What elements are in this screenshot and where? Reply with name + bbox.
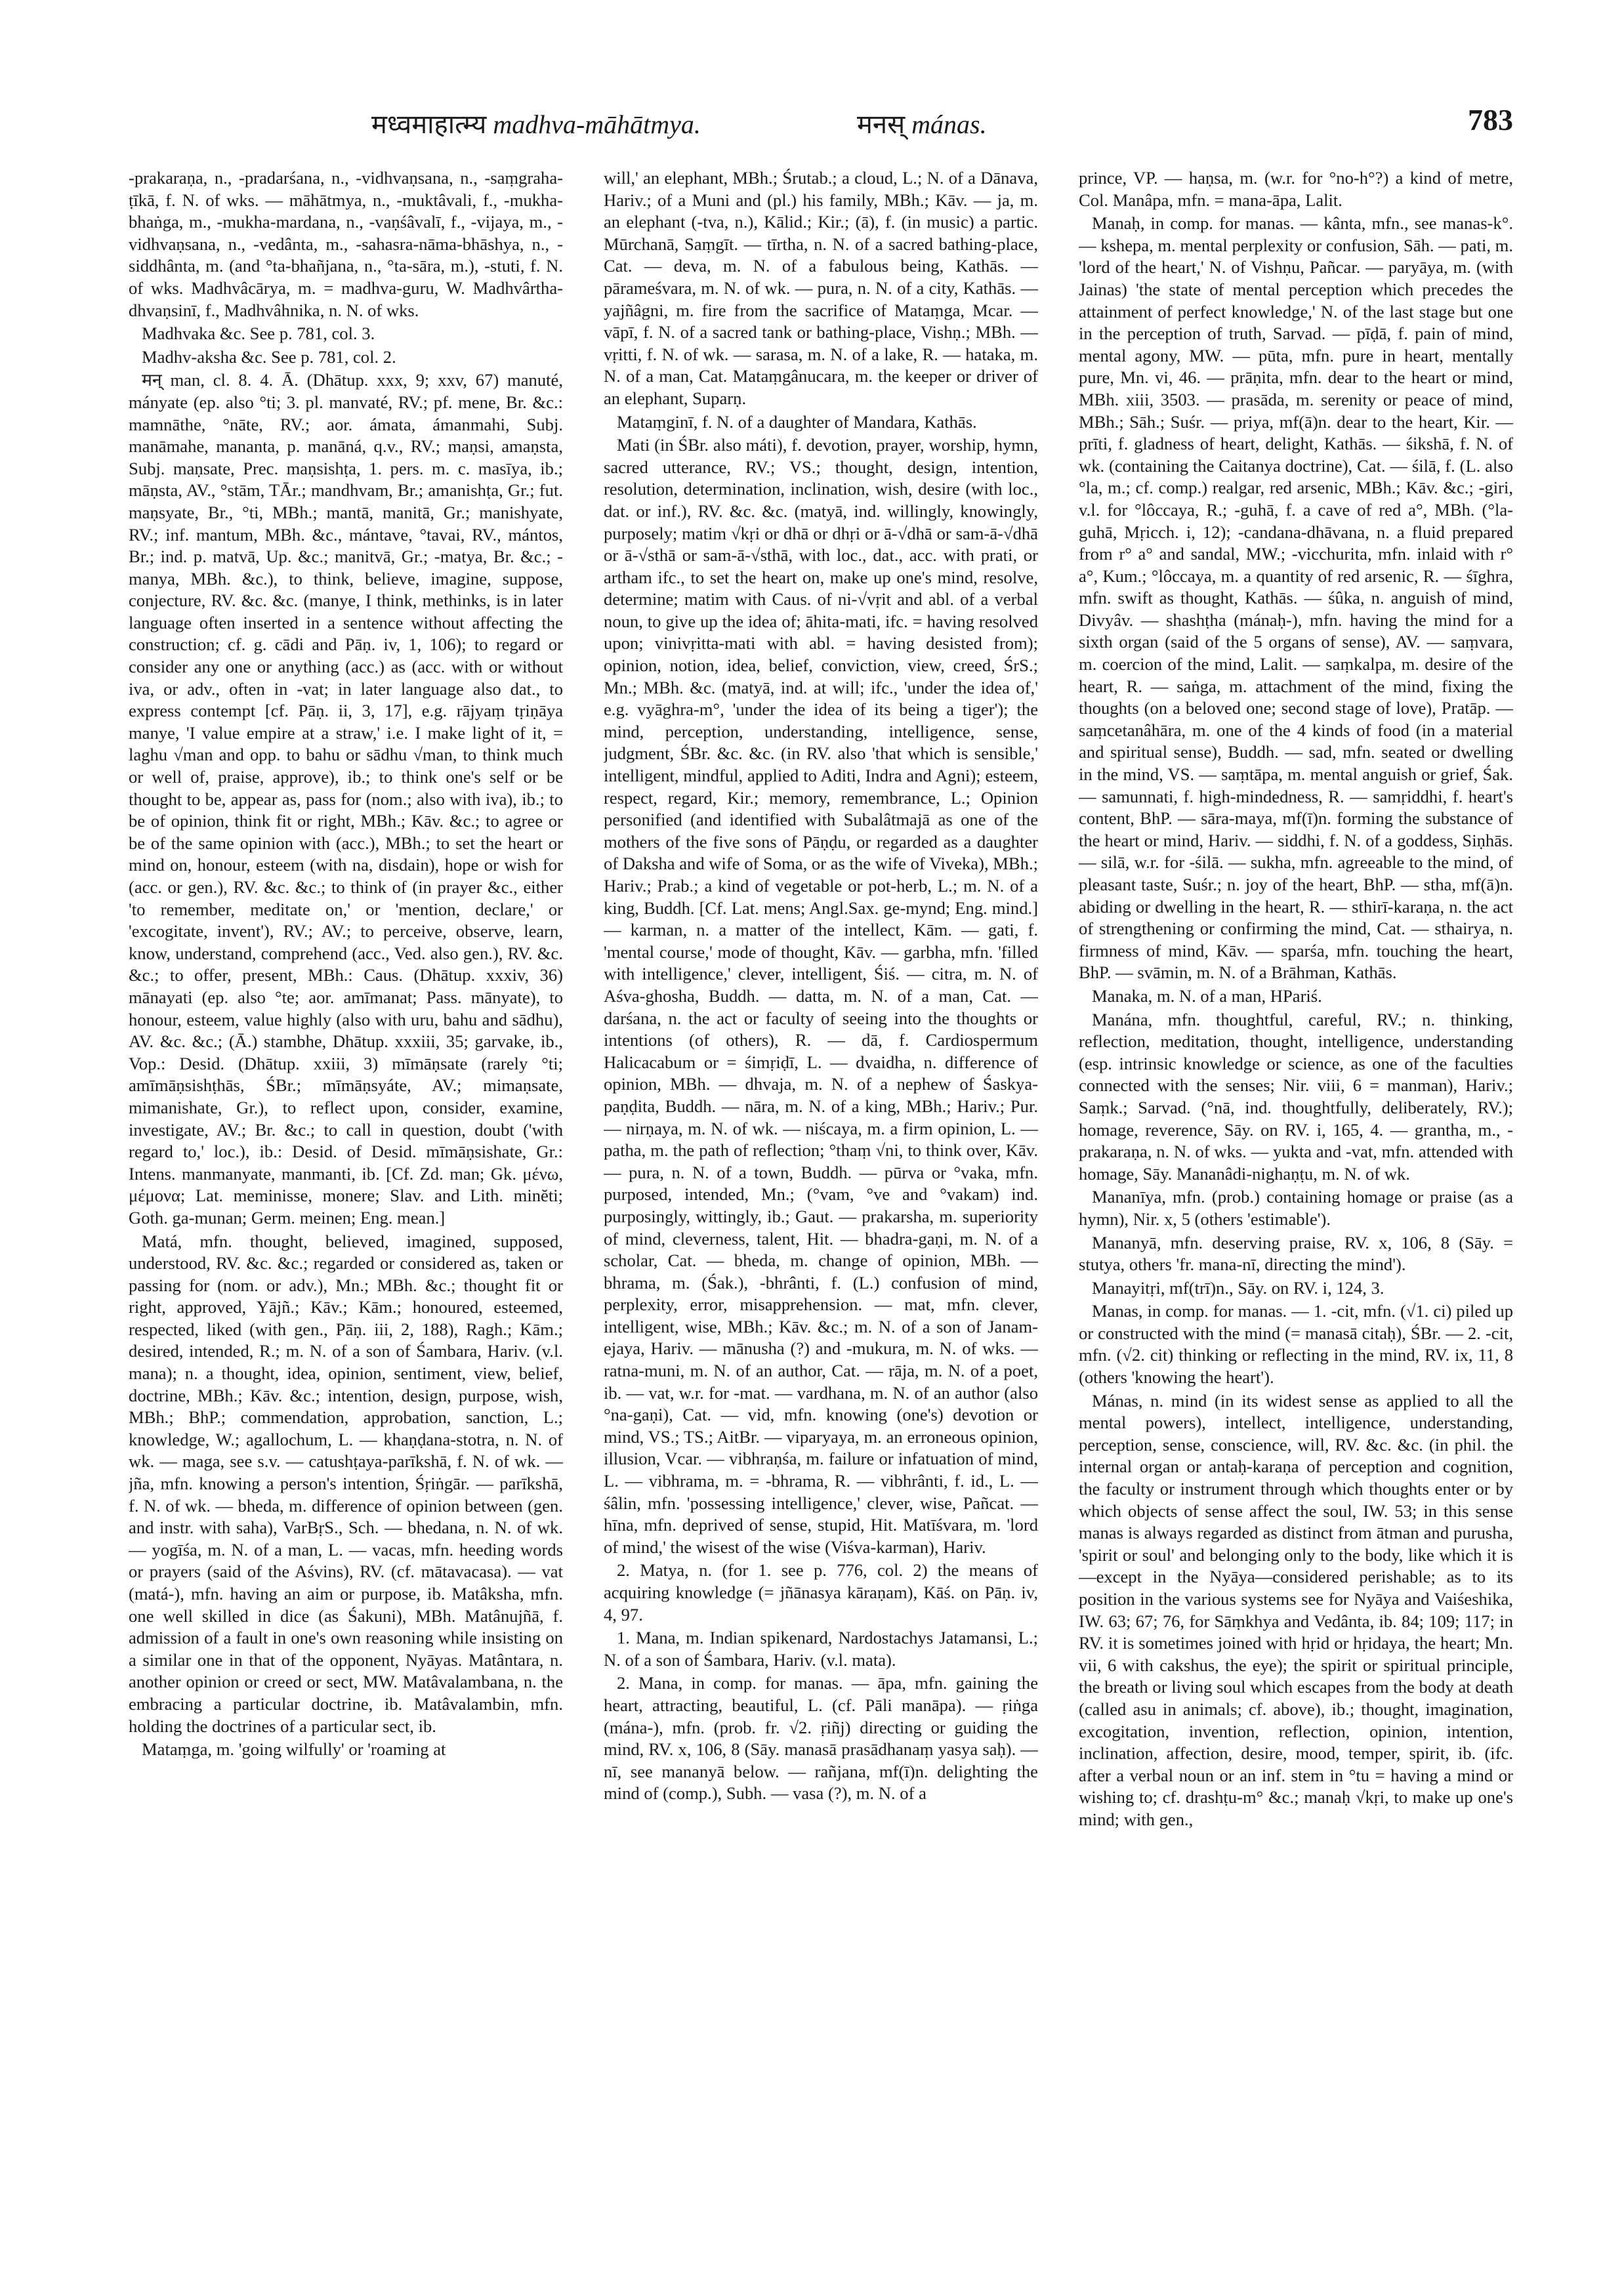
page-header	[129, 105, 1513, 151]
entry-paragraph: 2. Matya, n. (for 1. see p. 776, col. 2) the means of acquiring knowledge (= jñānasya kāraṇam), Kāś. on Pāṇ. iv, 4, 97.	[604, 1560, 1038, 1624]
header-left-roman: madhva-māhātmya.	[493, 110, 701, 139]
column-1	[129, 167, 563, 2254]
entry-paragraph: Mataṃga, m. 'going wilfully' or 'roaming at	[142, 1739, 446, 1760]
header-center-entry	[857, 105, 987, 141]
entry-paragraph: prince, VP. — haṇsa, m. (w.r. for °no-h°?) a kind of metre, Col. Manâpa, mfn. = mana-āpa, Lalit.	[1079, 168, 1513, 210]
header-center-roman: mánas.	[911, 110, 987, 139]
dictionary-columns	[129, 167, 1513, 2254]
page-number: 783	[1468, 103, 1513, 136]
entry-paragraph: -prakaraṇa, n., -pradarśana, n., -vidhvaṇsana, n., -saṃgraha-ṭīkā, f. N. of wks. — māhātmya, n., -muktâvali, f., -mukha-bhaṅga, m., -mukha-mardana, n., -vaṇśâvalī, f., -vijaya, m., -vidhvaṇsana, n., -vedânta, m., -sahasra-nāma-bhāshya, n., -siddhânta, m. (and °ta-bhañjana, n., °ta-sāra, m.), -stuti, f. N. of wks. Madhvâcārya, m. = madhva-guru, W. Madhvârtha-dhvaṇsinī, f., Madhvâhnika, n. N. of wks.	[129, 168, 563, 320]
header-left-entry	[371, 105, 701, 141]
header-left-devanagari: मध्वमाहात्म्य	[371, 110, 487, 139]
entry-paragraph: Manas, in comp. for manas. — 1. -cit, mfn. (√1. ci) piled up or constructed with the mind (= manasā citaḥ), ŚBr. — 2. -cit, mfn. (√2. cit) thinking or reflecting in the mind, RV. ix, 11, 8 (others 'knowing the heart').	[1079, 1301, 1513, 1388]
header-center-devanagari: मनस्	[857, 110, 906, 139]
entry-paragraph: Mánas, n. mind (in its widest sense as applied to all the mental powers), intellect, intelligence, understanding, perception, sense, conscience, will, RV. &c. &c. (in phil. the internal organ or antaḥ-karaṇa of perception and cognition, the faculty or instrument through which thoughts enter or by which objects of sense affect the soul, IW. 53; in this sense manas is always regarded as distinct from ātman and purusha, 'spirit or soul' and belonging only to the body, like which it is—except in the Nyāya—considered perishable; as to its position in the various systems see for Nyāya and Vaiśeshika, IW. 63; 67; 76, for Sāṃkhya and Vedânta, ib. 84; 109; 117; in RV. it is sometimes joined with hṛid or hṛidaya, the heart; Mn. vii, 6 with cakshus, the eye); the spirit or spiritual principle, the breath or living soul which escapes from the body at death (called asu in animals; cf. above), ib.; thought, imagination, excogitation, invention, reflection, opinion, intention, inclination, affection, desire, mood, temper, spirit, ib. (ifc. after a verbal noun or an inf. stem in °tu = having a mind or wishing to; cf. drashṭu-m° &c.; manaḥ √kṛi, to make up one's mind; with gen.,	[1079, 1390, 1513, 1829]
entry-paragraph: Manayitṛi, mf(trī)n., Sāy. on RV. i, 124, 3.	[1092, 1277, 1385, 1298]
entry-paragraph: Madhv-aksha &c. See p. 781, col. 2.	[142, 346, 396, 367]
entry-paragraph: Madhvaka &c. See p. 781, col. 3.	[142, 323, 375, 344]
entry-paragraph: 2. Mana, in comp. for manas. — āpa, mfn. gaining the heart, attracting, beautiful, L. (cf. Pāli manāpa). — ṛiṅga (mána-), mfn. (prob. fr. √2. ṛiñj) directing or guiding the mind, RV. x, 106, 8 (Sāy. manasā prasādhanaṃ yasya saḥ). — nī, see mananyā below. — rañjana, mf(ī)n. delighting the mind of (comp.), Subh. — vasa (?), m. N. of a	[604, 1673, 1038, 1804]
column-2	[604, 167, 1038, 2254]
entry-paragraph: Mananyā, mfn. deserving praise, RV. x, 106, 8 (Sāy. = stutya, others 'fr. mana-nī, directing the mind').	[1079, 1232, 1513, 1275]
entry-paragraph: Manaḥ, in comp. for manas. — kânta, mfn., see manas-k°. — kshepa, m. mental perplexity or confusion, Sāh. — pati, m. 'lord of the heart,' N. of Vishṇu, Pañcar. — paryāya, m. (with Jainas) 'the state of mental perception which precedes the attainment of perfect knowledge,' N. of the last stage but one in the perception of truth, Sarvad. — pīḍā, f. pain of mind, mental agony, MW. — pūta, mfn. pure in heart, mentally pure, Mn. vi, 46. — prāṇita, mfn. dear to the heart or mind, MBh. xiii, 3503. — prasāda, m. serenity or peace of mind, MBh.; Sāh.; Suśr. — priya, mf(ā)n. dear to the heart, Kir. — prīti, f. gladness of heart, delight, Kathās. — śikshā, f. N. of wk. (containing the Caitanya doctrine), Cat. — śilā, f. (L. also °la, m.; cf. comp.) realgar, red arsenic, MBh.; Kāv. &c.; -giri, v.l. for °lôccaya, R.; -guhā, f. a cave of red a°, MBh. (°la-guhā, Mṛicch. i, 12); -candana-dhāvana, n. a fluid prepared from r° a° and sandal, MW.; -vicchurita, mfn. inlaid with r° a°, Kum.; °lôccaya, m. a quantity of red arsenic, R. — śīghra, mfn. swift as thought, Kathās. — śûka, n. anguish of mind, Divyâv. — shashṭha (mánaḥ-), mfn. having the mind for a sixth organ (said of the 5 organs of sense), AV. — saṃvara, m. coercion of the mind, Lalit. — saṃkalpa, m. desire of the heart, R. — saṅga, m. attachment of the mind, fixing the thoughts (on a beloved one; second stage of love), Pratāp. — saṃcetanâhāra, m. one of the 4 kinds of food (in a material and spiritual sense), Buddh. — sad, mfn. seated or dwelling in the mind, VS. — saṃtāpa, m. mental anguish or grief, Śak. — samunnati, f. high-mindedness, R. — samṛiddhi, f. heart's content, BhP. — sāra-maya, mf(ī)n. forming the substance of the heart or mind, Hariv. — siddhi, f. N. of a goddess, Siṇhās. — silā, w.r. for -śilā. — sukha, mfn. agreeable to the mind, of pleasant taste, Suśr.; n. joy of the heart, BhP. — stha, mf(ā)n. abiding or dwelling in the heart, R. — sthirī-karaṇa, n. the act of strengthening or confirming the mind, Cat. — sthairya, n. firmness of mind, Kāv. — sparśa, mfn. touching the heart, BhP. — svāmin, m. N. of a Brāhman, Kathās.	[1079, 213, 1513, 983]
entry-paragraph: मन् man, cl. 8. 4. Ā. (Dhātup. xxx, 9; xxv, 67) manuté, mányate (ep. also °ti; 3. pl. manvaté, RV.; pf. mene, Br. &c.: mamnāthe, °nāte, RV.; aor. ámata, ámanmahi, Subj. manāmahe, mananta, p. manāná, q.v., RV.; maṇsi, amaṇsta, Subj. maṇsate, Prec. maṇsishṭa, 1. pers. m. c. masīya, ib.; māṇsta, AV., °stām, TĀr.; mandhvam, Br.; amanishṭa, Gr.; fut. maṇsyate, Br., °ti, MBh.; mantā, manitā, Gr.; manishyate, RV.; inf. mantum, MBh. &c., mántave, °tavai, RV., mántos, Br.; ind. p. matvā, Up. &c.; manitvā, Gr.; -matya, Br. &c.; -manya, MBh. &c.), to think, believe, imagine, suppose, conjecture, RV. &c. &c. (manye, I think, methinks, is in later language often inserted in a sentence without affecting the construction; cf. g. cādi and Pāṇ. iv, 1, 106); to regard or consider any one or anything (acc.) as (acc. with or without iva, or adv., often in -vat; in later language also dat., to express contempt [cf. Pāṇ. ii, 3, 17], e.g. rājyaṃ tṛiṇāya manye, 'I value empire at a straw,' i.e. I make light of it, = laghu √man and opp. to bahu or sādhu √man, to think much or well of, praise, approve), ib.; to think one's self or be thought to be, appear as, pass for (nom.; also with iva), ib.; to be of opinion, think fit or right, MBh.; Kāv. &c.; to agree or be of the same opinion with (acc.), MBh.; to set the heart or mind on, honour, esteem (with na, disdain), hope or wish for (acc. or gen.), RV. &c. &c.; to think of (in prayer &c., either 'to remember, meditate on,' or 'mention, declare,' or 'excogitate, invent'), RV.; AV.; to perceive, observe, learn, know, understand, comprehend (acc., Ved. also gen.), RV. &c. &c.; to offer, present, MBh.: Caus. (Dhātup. xxxiv, 36) mānayati (ep. also °te; aor. amīmanat; Pass. mānyate), to honour, esteem, value highly (also with uru, bahu and sādhu), AV. &c. &c.; (Ā.) stambhe, Dhātup. xxxiii, 35; garvake, ib., Vop.: Desid. (Dhātup. xxiii, 3) mīmāṇsate (rarely °ti; amīmāṇsishṭhās, ŚBr.; mīmāṇsyáte, AV.; mimaṇsate, mimanishate, Gr.), to reflect upon, consider, examine, investigate, AV.; Br. &c.; to call in question, doubt ('with regard to,' loc.), ib.: Desid. of Desid. mīmāṇsishate, Gr.: Intens. manmanyate, manmanti, ib. [Cf. Zd. man; Gk. μένω, μέμονα; Lat. meminisse, monere; Slav. and Lith. minĕti; Goth. ga-munan; Germ. meinen; Eng. mean.]	[129, 370, 563, 1228]
entry-paragraph: Manána, mfn. thoughtful, careful, RV.; n. thinking, reflection, meditation, thought, intelligence, understanding (esp. intrinsic knowledge or science, as one of the faculties connected with the senses; Nir. viii, 6 = manman), Hariv.; Saṃk.; Sarvad. (°nā, ind. thoughtfully, deliberately, RV.); homage, reverence, Sāy. on RV. i, 165, 4. — grantha, m., -prakaraṇa, n. N. of wks. — yukta and -vat, mfn. attended with homage, Sāy. Mananâdi-nighaṇṭu, m. N. of wk.	[1079, 1009, 1513, 1184]
entry-paragraph: Manaka, m. N. of a man, HPariś.	[1092, 985, 1322, 1006]
entry-paragraph: will,' an elephant, MBh.; Śrutab.; a cloud, L.; N. of a Dānava, Hariv.; of a Muni and (pl.) his family, MBh.; Kāv. — ja, m. an elephant (-tva, n.), Kālid.; Kir.; (ā), f. (in music) a partic. Mūrchanā, Saṃgīt. — tīrtha, n. N. of a sacred bathing-place, Cat. — deva, m. N. of a fabulous being, Kathās. — pārameśvara, m. N. of wk. — pura, n. N. of a city, Kathās. — yajñâgni, m. fire from the sacrifice of Mataṃga, Mcar. — vāpī, f. N. of a sacred tank or bathing-place, Vishṇ.; MBh. — vṛitti, f. N. of wk. — sarasa, m. N. of a lake, R. — hataka, m. N. of a man, Cat. Mataṃgânucara, m. the keeper or driver of an elephant, Suparṇ.	[604, 168, 1038, 408]
entry-paragraph: Mati (in ŚBr. also máti), f. devotion, prayer, worship, hymn, sacred utterance, RV.; VS.; thought, design, intention, resolution, determination, inclination, wish, desire (with loc., dat. or inf.), RV. &c. &c. (matyā, ind. willingly, knowingly, purposely; matim √kṛi or dhā or dhṛi or ā-√dhā or sam-ā-√dhā or ā-√sthā or sam-ā-√sthā, with loc., dat., acc. with prati, or artham ifc., to set the heart on, make up one's mind, resolve, determine; matim with Caus. of ni-√vṛit and abl. of a verbal noun, to give up the idea of; āhita-mati, ifc. = having resolved upon; vinivṛitta-mati with abl. = having desisted from); opinion, notion, idea, belief, conviction, view, creed, ŚrS.; Mn.; MBh. &c. (matyā, ind. at will; ifc., 'under the idea of,' e.g. vyāghra-m°, 'under the idea of its being a tiger'); the mind, perception, understanding, intelligence, sense, judgment, ŚBr. &c. &c. (in RV. also 'that which is sensible,' intelligent, mindful, applied to Aditi, Indra and Agni); esteem, respect, regard, Kir.; memory, remembrance, L.; Opinion personified (and identified with Subalâtmajā as one of the mothers of the five sons of Pāṇḍu, or regarded as a daughter of Daksha and wife of Soma, or as the wife of Viveka), MBh.; Hariv.; Prab.; a kind of vegetable or pot-herb, L.; m. N. of a king, Buddh. [Cf. Lat. mens; Angl.Sax. ge-mynd; Eng. mind.] — karman, n. a matter of the intellect, Kām. — gati, f. 'mental course,' mode of thought, Kāv. — garbha, mfn. 'filled with intelligence,' clever, intelligent, Śiś. — citra, m. N. of Aśva-ghosha, Buddh. — datta, m. N. of a man, Cat. — darśana, n. the act or faculty of seeing into the thoughts or intentions (of others), R. — dā, f. Cardiospermum Halicacabum or = śimṛiḍī, L. — dvaidha, n. difference of opinion, MBh. — dhvaja, m. N. of a nephew of Śaskya-paṇḍita, Buddh. — nāra, m. N. of a king, MBh.; Hariv.; Pur. — nirṇaya, m. N. of wk. — niścaya, m. a firm opinion, L. — patha, m. the path of reflection; °thaṃ √ni, to think over, Kāv. — pura, n. N. of a town, Buddh. — pūrva or °vaka, mfn. purposed, intended, Mn.; (°vam, °ve and °vakam) ind. purposingly, wittingly, ib.; Gaut. — prakarsha, m. superiority of mind, cleverness, talent, Hit. — bhadra-gaṇi, m. N. of a scholar, Cat. — bheda, m. change of opinion, MBh. — bhrama, m. (Śak.), -bhrânti, f. (L.) confusion of mind, perplexity, error, misapprehension. — mat, mfn. clever, intelligent, wise, MBh.; Kāv. &c.; m. N. of a son of Janam-ejaya, Hariv. — mānusha (?) and -mukura, m. N. of wks. — ratna-muni, m. N. of an author, Cat. — rāja, m. N. of a poet, ib. — vat, w.r. for -mat. — vardhana, m. N. of an author (also °na-gaṇi), Cat. — vid, mfn. knowing (one's) devotion or mind, VS.; TS.; AitBr. — viparyaya, m. an erroneous opinion, illusion, Vcar. — vibhraṇśa, m. failure or infatuation of mind, L. — vibhrama, m. = -bhrama, R. — vibhrânti, f. id., L. — śâlin, mfn. 'possessing intelligence,' clever, wise, Pañcat. — hīna, mfn. deprived of sense, stupid, Hit. Matīśvara, m. 'lord of mind,' the wisest of the wise (Viśva-karman), Hariv.	[604, 435, 1038, 1557]
column-3	[1079, 167, 1513, 2254]
entry-paragraph: Mataṃginī, f. N. of a daughter of Mandara, Kathās.	[617, 411, 977, 432]
entry-paragraph: 1. Mana, m. Indian spikenard, Nardostachys Jatamansi, L.; N. of a son of Śambara, Hariv. (v.l. mata).	[604, 1628, 1038, 1670]
entry-paragraph: Mananīya, mfn. (prob.) containing homage or praise (as a hymn), Nir. x, 5 (others 'estimable').	[1079, 1187, 1513, 1229]
entry-paragraph: Matá, mfn. thought, believed, imagined, supposed, understood, RV. &c. &c.; regarded or considered as, taken or passing for (nom. or adv.), Mn.; MBh. &c.; thought fit or right, approved, Yājñ.; Kāv.; Kām.; honoured, esteemed, respected, liked (with gen., Pāṇ. iii, 2, 188), Ragh.; Kām.; desired, intended, R.; m. N. of a son of Śambara, Hariv. (v.l. mana); n. a thought, idea, opinion, sentiment, view, belief, doctrine, MBh.; Kāv. &c.; intention, design, purpose, wish, MBh.; BhP.; commendation, approbation, sanction, L.; knowledge, W.; agallochum, L. — khaṇḍana-stotra, n. N. of wk. — maga, see s.v. — catushṭaya-parīkshā, f. N. of wk. — jña, mfn. knowing a person's intention, Śṛiṅgār. — parīkshā, f. N. of wk. — bheda, m. difference of opinion between (gen. and instr. with saha), VarBṛS., Sch. — bhedana, n. N. of wk. — yogīśa, m. N. of a man, L. — vacas, mfn. heeding words or prayers (said of the Aśvins), RV. (cf. mātavacasa). — vat (matá-), mfn. having an aim or purpose, ib. Matâksha, mfn. one well skilled in dice (as Śakuni), MBh. Matânujñā, f. admission of a fault in one's own reasoning while insisting on a similar one in that of the opponent, Nyāyas. Matântara, n. another opinion or creed or sect, MW. Matâvalambana, n. the embracing a particular doctrine, ib. Matâvalambin, mfn. holding the doctrines of a particular sect, ib.	[129, 1231, 563, 1736]
